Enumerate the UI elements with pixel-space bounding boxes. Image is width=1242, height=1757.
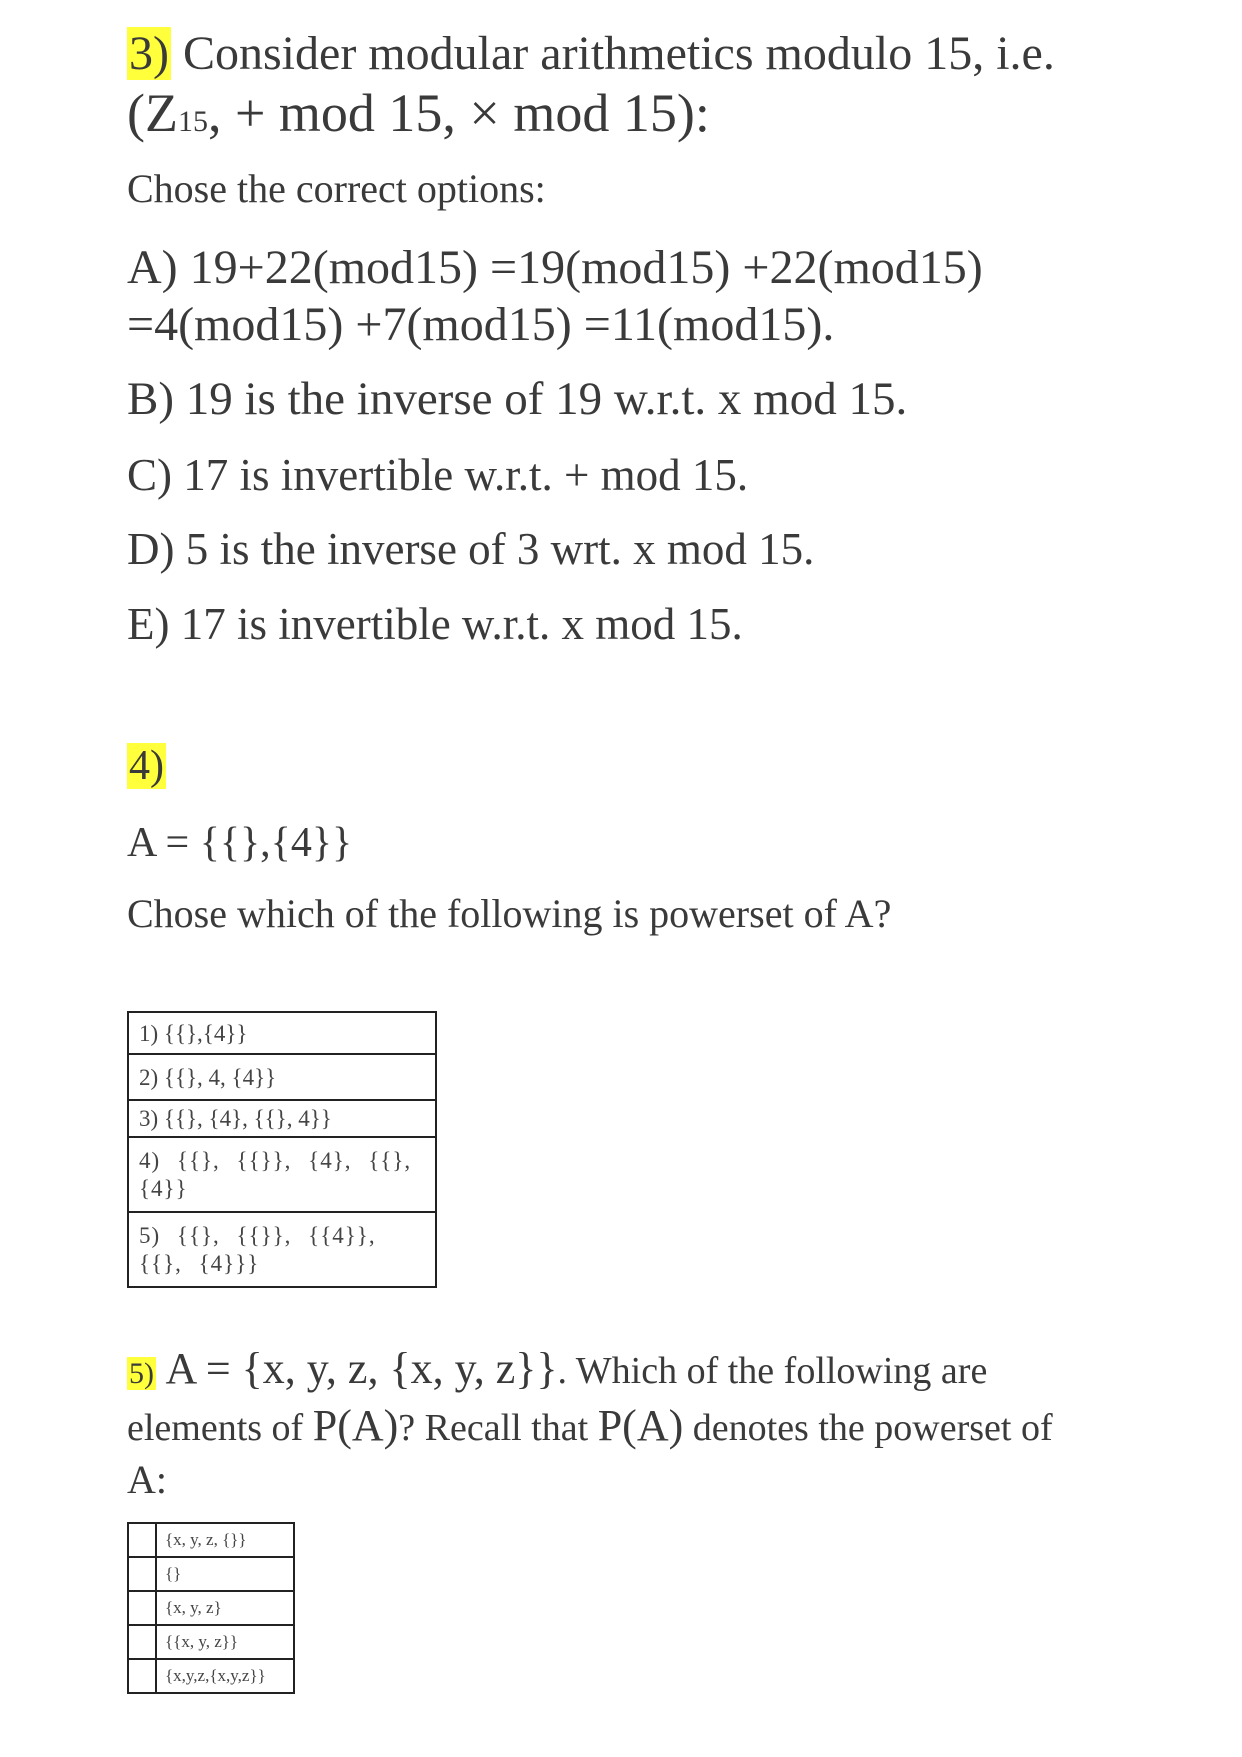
q4-choice-row[interactable] — [128, 1012, 436, 1054]
q3-line2 — [127, 82, 710, 144]
q3-title: Consider modular arithmetics modulo 15, i.e. — [182, 27, 1055, 80]
q3-option-b: B) 19 is the inverse of 19 w.r.t. x mod 15. — [127, 373, 908, 425]
q5-choice-1: {x, y, z, {}} — [156, 1523, 294, 1557]
q5-powerset-symbol: P(A) — [312, 1401, 399, 1450]
q5-number: 5) — [129, 1357, 154, 1390]
q5-checkbox[interactable] — [128, 1591, 156, 1625]
q4-number-line — [127, 742, 166, 790]
q5-choice-row[interactable] — [128, 1625, 294, 1659]
q3-prompt: Chose the correct options: — [127, 166, 546, 211]
q5-checkbox[interactable] — [128, 1625, 156, 1659]
q4-choice-row[interactable] — [128, 1100, 436, 1137]
q3-option-d: D) 5 is the inverse of 3 wrt. x mod 15. — [127, 524, 815, 574]
q5-line2 — [127, 1400, 1053, 1451]
q4-number: 4) — [129, 743, 164, 789]
q5-choice-row[interactable] — [128, 1557, 294, 1591]
q4-choice-2[interactable]: 2) {{}, 4, {4}} — [128, 1054, 436, 1100]
q5-checkbox[interactable] — [128, 1523, 156, 1557]
q4-choice-5[interactable]: 5) {{}, {{}}, {{4}}, {{}, {4}}} — [128, 1212, 436, 1287]
q5-checkbox[interactable] — [128, 1557, 156, 1591]
q3-option-c: C) 17 is invertible w.r.t. + mod 15. — [127, 450, 749, 500]
q3-option-a-line2: =4(mod15) +7(mod15) =11(mod15). — [127, 298, 835, 351]
q4-choice-row[interactable] — [128, 1212, 436, 1287]
q5-question: . Which of the following are — [557, 1350, 988, 1392]
q4-choice-1[interactable]: 1) {{},{4}} — [128, 1012, 436, 1054]
q5-choice-row[interactable] — [128, 1659, 294, 1693]
q5-choice-3: {x, y, z} — [156, 1591, 294, 1625]
q5-powerset-symbol: P(A) — [597, 1401, 684, 1450]
q5-choices-table — [127, 1522, 295, 1694]
q5-choice-row[interactable] — [128, 1591, 294, 1625]
q5-choice-4: {{x, y, z}} — [156, 1625, 294, 1659]
q3-number: 3) — [129, 27, 169, 80]
q4-choice-4[interactable]: 4) {{}, {{}}, {4}, {{}, {4}} — [128, 1137, 436, 1212]
q3-z-subscript: 15 — [177, 105, 208, 138]
q5-text-b: ? Recall that — [398, 1407, 598, 1449]
q5-text-c: denotes the powerset of — [683, 1407, 1053, 1449]
q5-choice-5: {x,y,z,{x,y,z}} — [156, 1659, 294, 1693]
q5-line3: A: — [127, 1457, 167, 1502]
q5-text-a: elements of — [127, 1407, 313, 1449]
q5-set-definition: A = {x, y, z, {x, y, z}} — [165, 1344, 558, 1393]
q3-line1 — [127, 26, 1055, 81]
q4-choice-row[interactable] — [128, 1054, 436, 1100]
q3-option-a-line1: A) 19+22(mod15) =19(mod15) +22(mod15) — [127, 241, 983, 294]
q4-set-definition: A = {{},{4}} — [127, 820, 353, 866]
q4-choices-table — [127, 1011, 437, 1288]
q4-choice-3[interactable]: 3) {{}, {4}, {{}, 4}} — [128, 1100, 436, 1137]
q5-choice-2: {} — [156, 1557, 294, 1591]
q3-option-e: E) 17 is invertible w.r.t. x mod 15. — [127, 599, 743, 649]
q5-choice-row[interactable] — [128, 1523, 294, 1557]
q5-checkbox[interactable] — [128, 1659, 156, 1693]
q4-prompt: Chose which of the following is powerset of A? — [127, 891, 892, 936]
q4-choice-row[interactable] — [128, 1137, 436, 1212]
q3-z-label: (Z — [127, 83, 178, 143]
q3-operations: , + mod 15, × mod 15): — [207, 83, 710, 143]
q5-line1 — [127, 1343, 987, 1394]
